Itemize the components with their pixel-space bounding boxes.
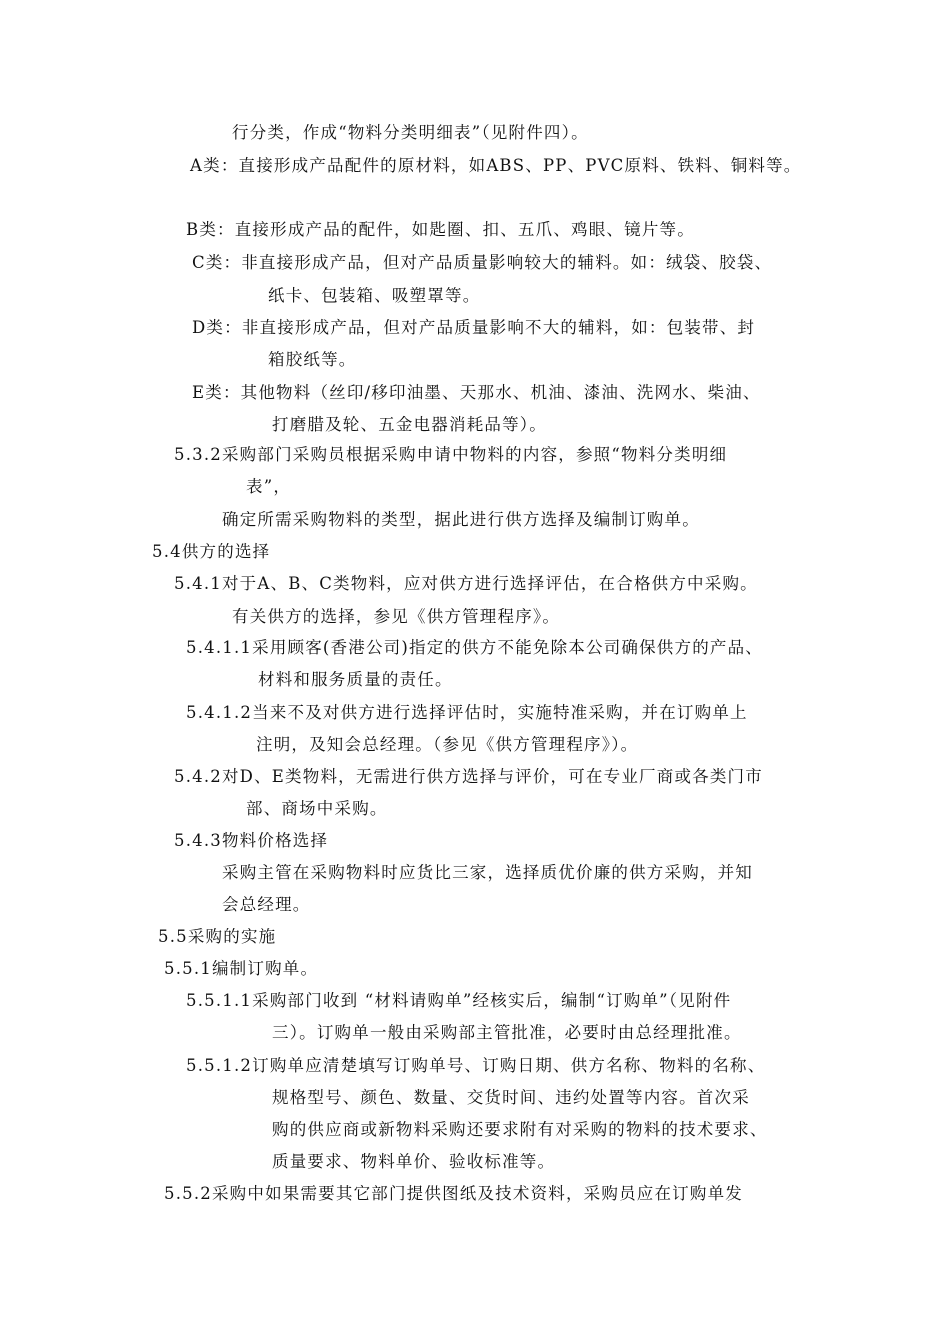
text-line: 打磨腊及轮、五金电器消耗品等）。 bbox=[272, 415, 547, 434]
section-5-4-3: 5.4.3物料价格选择 bbox=[174, 831, 329, 850]
section-5-4-1: 5.4.1对于A、B、C类物料，应对供方进行选择评估，在合格供方中采购。 bbox=[174, 574, 758, 593]
text-line: 购的供应商或新物料采购还要求附有对采购的物料的技术要求、 bbox=[272, 1120, 768, 1139]
section-5-4-2: 5.4.2对D、E类物料，无需进行供方选择与评价，可在专业厂商或各类门市 bbox=[174, 767, 763, 786]
section-5-4-1-1: 5.4.1.1采用顾客(香港公司)指定的供方不能免除本公司确保供方的产品、 bbox=[186, 638, 764, 657]
text-line: 材料和服务质量的责任。 bbox=[258, 670, 453, 689]
text-line: 表”， bbox=[246, 477, 292, 496]
category-d-line: D类：非直接形成产品，但对产品质量影响不大的辅料，如：包装带、封 bbox=[192, 318, 756, 337]
section-5-3-2: 5.3.2采购部门采购员根据采购申请中物料的内容，参照“物料分类明细 bbox=[174, 445, 728, 464]
category-b-line: B类：直接形成产品的配件，如匙圈、扣、五爪、鸡眼、镜片等。 bbox=[186, 220, 695, 239]
category-c-line: C类：非直接形成产品，但对产品质量影响较大的辅料。如：绒袋、胶袋、 bbox=[192, 253, 773, 272]
text-line: 会总经理。 bbox=[222, 895, 311, 914]
text-line: 质量要求、物料单价、验收标准等。 bbox=[272, 1152, 556, 1171]
section-5-5-2: 5.5.2采购中如果需要其它部门提供图纸及技术资料，采购员应在订购单发 bbox=[164, 1184, 743, 1203]
text-line: 采购主管在采购物料时应货比三家，选择质优价廉的供方采购，并知 bbox=[222, 863, 753, 882]
text-line: 确定所需采购物料的类型，据此进行供方选择及编制订购单。 bbox=[222, 510, 700, 529]
text-line: 部、商场中采购。 bbox=[246, 799, 388, 818]
section-5-5-1-1: 5.5.1.1采购部门收到 “材料请购单”经核实后，编制“订购单”（见附件 bbox=[186, 991, 732, 1010]
section-5-5-1-2: 5.5.1.2订购单应清楚填写订购单号、订购日期、供方名称、物料的名称、 bbox=[186, 1056, 766, 1075]
text-line: 行分类，作成“物料分类明细表”（见附件四）。 bbox=[232, 123, 589, 142]
text-line: 箱胶纸等。 bbox=[268, 350, 357, 369]
category-e-line: E类：其他物料（丝印/移印油墨、天那水、机油、漆油、洗网水、柴油、 bbox=[192, 383, 761, 402]
text-line: 有关供方的选择，参见《供方管理程序》。 bbox=[232, 607, 561, 626]
section-5-5-heading: 5.5采购的实施 bbox=[158, 927, 277, 946]
section-5-4-1-2: 5.4.1.2当来不及对供方进行选择评估时，实施特准采购，并在订购单上 bbox=[186, 703, 748, 722]
text-line: 三）。订购单一般由采购部主管批准，必要时由总经理批准。 bbox=[272, 1023, 742, 1042]
text-line: 纸卡、包装箱、吸塑罩等。 bbox=[268, 286, 481, 305]
section-5-5-1: 5.5.1编制订购单。 bbox=[164, 959, 319, 978]
section-5-4-heading: 5.4供方的选择 bbox=[152, 542, 271, 561]
text-line: 规格型号、颜色、数量、交货时间、违约处置等内容。首次采 bbox=[272, 1088, 750, 1107]
category-a-line: A类：直接形成产品配件的原材料，如ABS、PP、PVC原料、铁料、铜料等。 bbox=[190, 156, 802, 175]
text-line: 注明，及知会总经理。（参见《供方管理程序》）。 bbox=[256, 735, 639, 754]
